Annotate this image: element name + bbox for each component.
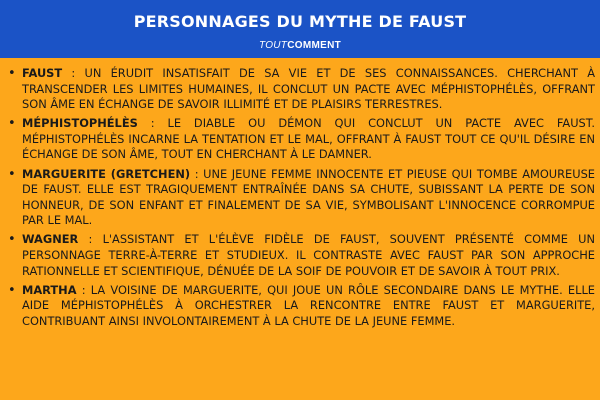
character-description: LE DIABLE OU DÉMON QUI CONCLUT UN PACTE AVEC FAUST. MÉPHISTOPHÉLÈS INCARNE LA TENTATION ET LE MAL, OFFRANT À FAUST TOUT CE QU'IL DÉSIRE EN ÉCHANGE DE SON ÂME, TOUT EN CHERCHANT À LE DAMNER. (22, 116, 595, 162)
bullet-icon: • (8, 66, 16, 81)
separator: : (137, 116, 168, 131)
bullet-icon: • (8, 166, 16, 182)
list-item-martha (8, 283, 595, 330)
character-name: WAGNER (22, 232, 79, 247)
character-list-container (8, 66, 595, 333)
separator: : (78, 232, 103, 247)
list-item-mephistopheles (8, 116, 595, 163)
character-name: MARTHA (22, 282, 77, 297)
bullet-icon: • (8, 282, 16, 298)
character-description: LA VOISINE DE MARGUERITE, QUI JOUE UN RÔLE SECONDAIRE DANS LE MYTHE. ELLE AIDE MÉPHISTOPHÉLÈS À ORCHESTRER LA RENCONTRE ENTRE FAUST ET MARGUERITE, CONTRIBUANT AINSI INVOLONTAIREMENT À LA CHUTE DE LA JEUNE FEMME. (22, 282, 595, 328)
bullet-icon: • (8, 116, 16, 132)
bullet-icon: • (8, 232, 16, 248)
list-item-wagner (8, 232, 595, 279)
character-name: FAUST (22, 66, 63, 80)
tout-comment-logo (0, 40, 600, 52)
character-description: UNE JEUNE FEMME INNOCENTE ET PIEUSE QUI TOMBE AMOUREUSE DE FAUST. ELLE EST TRAGIQUEMENT ENTRAÎNÉE DANS SA CHUTE, SUBISSANT LA PERTE DE SON HONNEUR, DE SON ENFANT ET FINALEMENT DE SA VIE, SYMBOLISANT L'INNOCENCE CORROMPUE PAR LE MAL. (22, 166, 595, 228)
separator: : (62, 66, 85, 80)
list-item-marguerite (8, 167, 595, 229)
character-name: MÉPHISTOPHÉLÈS (22, 116, 138, 131)
header-banner (0, 0, 600, 58)
logo-part-2: COMMENT (287, 40, 341, 51)
list-item-faust (8, 66, 595, 113)
character-list (8, 66, 595, 330)
character-description: UN ÉRUDIT INSATISFAIT DE SA VIE ET DE SES CONNAISSANCES. CHERCHANT À TRANSCENDER LES LIMITES HUMAINES, IL CONCLUT UN PACTE AVEC MÉPHISTOPHÉLÈS, OFFRANT SON ÂME EN ÉCHANGE DE SAVOIR ILLIMITÉ ET DE PLAISIRS TERRESTRES. (22, 66, 595, 112)
separator: : (190, 166, 204, 181)
separator: : (76, 282, 91, 297)
character-description: L'ASSISTANT ET L'ÉLÈVE FIDÈLE DE FAUST, SOUVENT PRÉSENTÉ COMME UN PERSONNAGE TERRE-À-TERRE ET STUDIEUX. IL CONTRASTE AVEC FAUST PAR SON APPROCHE RATIONNELLE ET SCIENTIFIQUE, DÉNUÉE DE LA SOIF DE POUVOIR ET DE SAVOIR À TOUT PRIX. (22, 232, 595, 278)
character-name: MARGUERITE (GRETCHEN) (22, 166, 191, 181)
logo-part-1: TOUT (258, 40, 288, 51)
page-title: PERSONNAGES DU MYTHE DE FAUST (133, 12, 467, 31)
